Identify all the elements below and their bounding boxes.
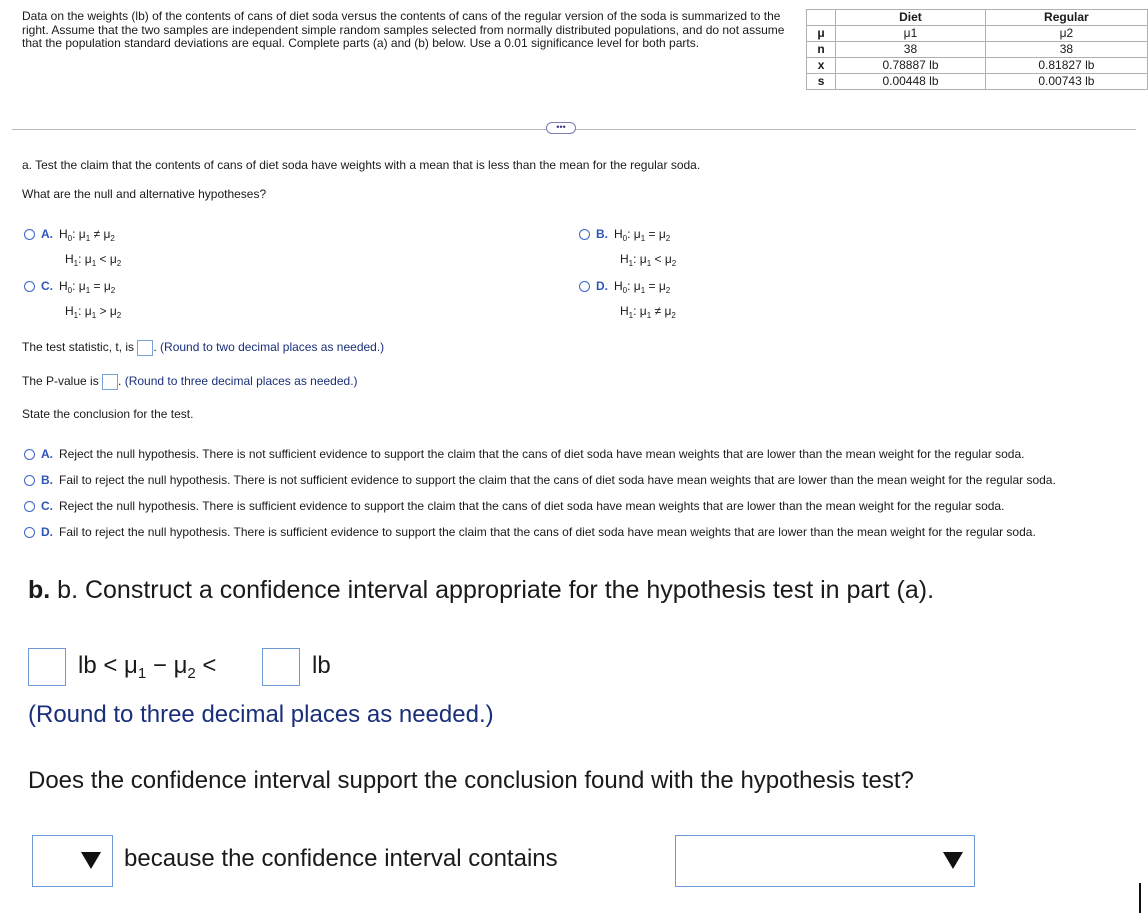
test-statistic-line: The test statistic, t, is . (Round to two decimal places as needed.): [22, 340, 385, 355]
conclusion-option-b[interactable]: B. Fail to reject the null hypothesis. There is not sufficient evidence to support the claim that the cans of diet soda have mean weights that are lower than the mean weight for the regular soda.: [24, 473, 1056, 487]
row-label: n: [807, 42, 836, 58]
table-cell: μ2: [985, 26, 1147, 42]
null-hypothesis: $H_0$: $\mu_1 = \mu_2$: [614, 279, 671, 295]
option-letter: C.: [41, 279, 53, 293]
conclusion-label: State the conclusion for the test.: [22, 407, 194, 421]
hypothesis-option-a[interactable]: [24, 224, 121, 274]
radio-icon[interactable]: [24, 229, 35, 240]
ci-unit-right: lb: [312, 652, 331, 679]
table-header-diet: Diet: [836, 10, 986, 26]
table-header-regular: Regular: [985, 10, 1147, 26]
ci-upper-input[interactable]: [262, 648, 300, 686]
table-cell: 0.78887 lb: [836, 58, 986, 74]
table-cell: [807, 10, 836, 26]
hypothesis-option-c[interactable]: [24, 276, 121, 326]
table-cell: 0.00448 lb: [836, 74, 986, 90]
table-row: [807, 74, 1148, 90]
radio-icon[interactable]: [24, 281, 35, 292]
rounding-hint: (Round to two decimal places as needed.): [160, 340, 385, 355]
contains-dropdown[interactable]: [675, 835, 975, 887]
alt-hypothesis: $H_1$: $\mu_1 \ne \mu_2$: [620, 304, 676, 320]
test-statistic-input[interactable]: [137, 340, 153, 356]
table-cell: 0.81827 lb: [985, 58, 1147, 74]
row-label: s: [807, 74, 836, 90]
dropdown-arrow-icon: [943, 852, 963, 869]
conclusion-option-a[interactable]: A. Reject the null hypothesis. There is not sufficient evidence to support the claim that the cans of diet soda have mean weights that are lower than the mean weight for the regular soda.: [24, 447, 1024, 461]
alt-hypothesis: $H_1$: $\mu_1 > \mu_2$: [65, 304, 122, 320]
part-b-prompt-text: b. Construct a confidence interval appropriate for the hypothesis test in part (a).: [57, 576, 935, 604]
test-statistic-label: The test statistic, t, is: [22, 340, 135, 355]
radio-icon[interactable]: [24, 527, 35, 538]
table-row: [807, 58, 1148, 74]
part-a-prompt: a. Test the claim that the contents of cans of diet soda have weights with a mean that is less than the mean for the regular soda.: [22, 158, 701, 172]
table-header-row: [807, 10, 1148, 26]
p-value-line: The P-value is . (Round to three decimal places as needed.): [22, 374, 358, 389]
option-letter: A.: [41, 227, 53, 241]
radio-icon[interactable]: [24, 475, 35, 486]
hypothesis-option-b[interactable]: [579, 224, 676, 274]
hypotheses-question: What are the null and alternative hypotheses?: [22, 187, 267, 201]
alt-hypothesis: $H_1$: $\mu_1 < \mu_2$: [620, 252, 677, 268]
p-value-label: The P-value is: [22, 374, 99, 389]
table-cell: 38: [836, 42, 986, 58]
radio-icon[interactable]: [579, 281, 590, 292]
option-letter: D.: [596, 279, 608, 293]
radio-icon[interactable]: [24, 449, 35, 460]
null-hypothesis: $H_0$: $\mu_1 = \mu_2$: [614, 227, 671, 243]
alt-hypothesis: $H_1$: $\mu_1 < \mu_2$: [65, 252, 122, 268]
problem-intro: Data on the weights (lb) of the contents of cans of diet soda versus the contents of cans of the regular version of the soda is summarized to the right. Assume that the two samples are independent simple random samples selected from normally distributed populations, and do not assume that the population standard deviations are equal. Complete parts (a) and (b) below. Use a 0.01 significance level for both parts.: [22, 9, 785, 50]
p-value-input[interactable]: [102, 374, 118, 390]
ci-lower-input[interactable]: [28, 648, 66, 686]
support-dropdown[interactable]: [32, 835, 113, 887]
radio-icon[interactable]: [24, 501, 35, 512]
ci-rounding-hint: (Round to three decimal places as needed.): [28, 701, 494, 728]
row-label: μ: [807, 26, 836, 42]
conclusion-text: Reject the null hypothesis. There is sufficient evidence to support the claim that the cans of diet soda have mean weights that are lower than the mean weight for the regular soda.: [59, 499, 1005, 513]
ci-expression: lb < $\mu_1 - \mu_2$ <: [78, 652, 217, 682]
summary-stats-table: [806, 9, 1148, 90]
table-row: [807, 42, 1148, 58]
dropdown-arrow-icon: [81, 852, 101, 869]
row-label: x: [807, 58, 836, 74]
null-hypothesis: $H_0$: $\mu_1 = \mu_2$: [59, 279, 116, 295]
support-question: Does the confidence interval support the conclusion found with the hypothesis test?: [28, 767, 914, 794]
hypothesis-option-d[interactable]: [579, 276, 676, 326]
conclusion-option-c[interactable]: C. Reject the null hypothesis. There is sufficient evidence to support the claim that the cans of diet soda have mean weights that are lower than the mean weight for the regular soda.: [24, 499, 1004, 513]
cursor-caret: [1139, 883, 1141, 913]
conclusion-text: Reject the null hypothesis. There is not sufficient evidence to support the claim that the cans of diet soda have mean weights that are lower than the mean weight for the regular soda.: [59, 447, 1025, 461]
conclusion-text: Fail to reject the null hypothesis. There is not sufficient evidence to support the claim that the cans of diet soda have mean weights that are lower than the mean weight for the regular soda.: [59, 473, 1056, 487]
table-row: [807, 26, 1148, 42]
table-cell: μ1: [836, 26, 986, 42]
because-text: because the confidence interval contains: [124, 845, 558, 872]
conclusion-text: Fail to reject the null hypothesis. There is sufficient evidence to support the claim that the cans of diet soda have mean weights that are lower than the mean weight for the regular soda.: [59, 525, 1036, 539]
radio-icon[interactable]: [579, 229, 590, 240]
option-letter: B.: [596, 227, 608, 241]
conclusion-option-d[interactable]: D. Fail to reject the null hypothesis. There is sufficient evidence to support the claim that the cans of diet soda have mean weights that are lower than the mean weight for the regular soda.: [24, 525, 1036, 539]
part-b-prompt: b. b. Construct a confidence interval appropriate for the hypothesis test in part (a).: [28, 576, 935, 604]
rounding-hint: (Round to three decimal places as needed.): [124, 374, 358, 389]
null-hypothesis: $H_0$: $\mu_1 \ne \mu_2$: [59, 227, 115, 243]
more-button[interactable]: •••: [546, 122, 576, 134]
table-cell: 38: [985, 42, 1147, 58]
table-cell: 0.00743 lb: [985, 74, 1147, 90]
